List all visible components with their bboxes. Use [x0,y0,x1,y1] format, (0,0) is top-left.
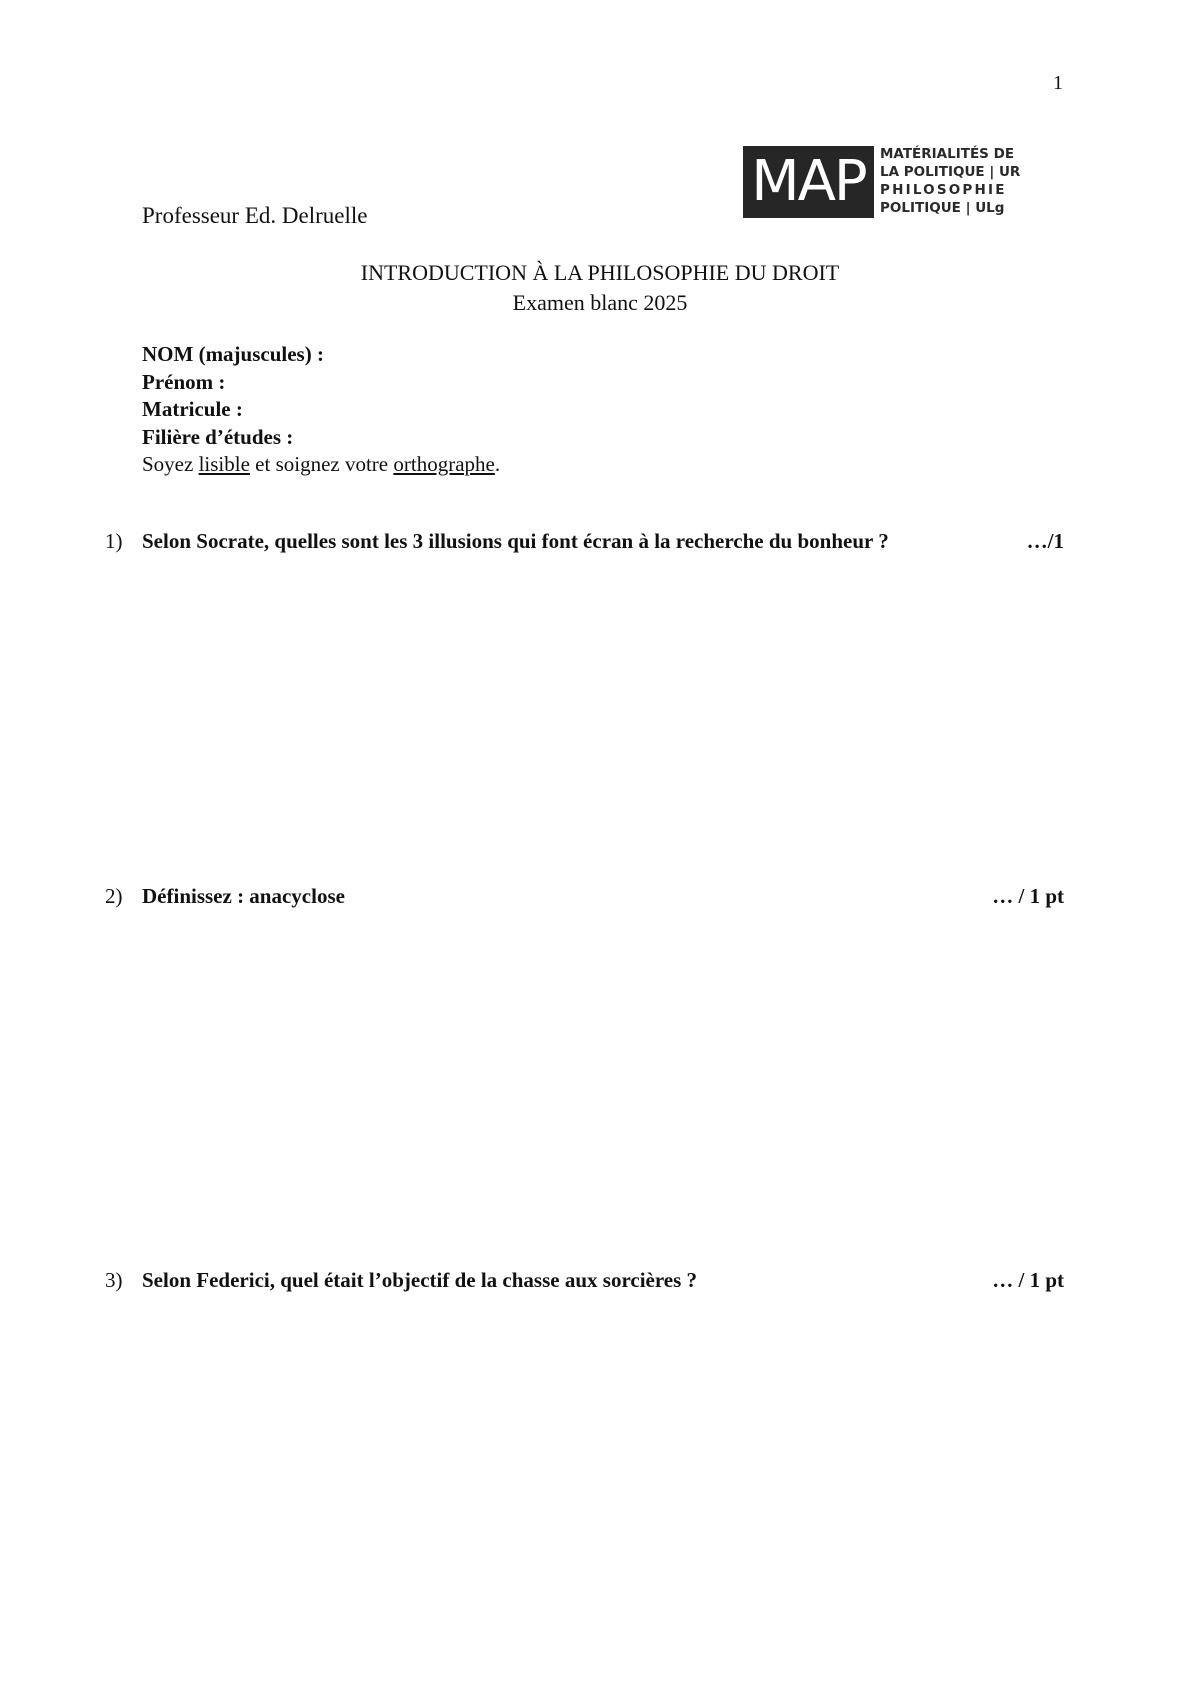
professor-name: Professeur Ed. Delruelle [142,203,368,228]
question-2 [105,884,1064,909]
question-text: Selon Socrate, quelles sont les 3 illusions qui font écran à la recherche du bonheur ? [142,529,889,553]
logo-line-1: MATÉRIALITÉS DE [880,146,1015,162]
course-title: INTRODUCTION À LA PHILOSOPHIE DU DROIT [360,260,840,285]
question-3 [105,1268,1064,1293]
question-points: … / 1 pt [992,1268,1064,1292]
question-points: …/1 [1026,529,1064,553]
instruction-text-3: . [494,452,501,476]
instruction-underlined-spelling: orthographe [393,452,495,476]
question-points: … / 1 pt [992,884,1064,908]
logo-line-4: POLITIQUE | ULg [880,200,1005,217]
writing-instruction [142,451,500,479]
question-number: 3) [105,1268,123,1292]
name-field-label: NOM (majuscules) : [142,342,324,366]
first-name-field-label: Prénom : [142,369,226,394]
program-field-label: Filière d’études : [142,424,294,449]
exam-header [0,258,1200,318]
matricule-field-label: Matricule : [142,397,243,421]
logo-mark-block [743,146,874,218]
question-text: Selon Federici, quel était l’objectif de la chasse aux sorcières ? [142,1268,698,1292]
student-info-fields [142,341,500,479]
logo-line-2: LA POLITIQUE | UR [880,164,1021,181]
exam-title: Examen blanc 2025 [512,290,688,315]
logo-mark: MAP [751,149,866,214]
logo-line-3: PHILOSOPHIE [880,182,1007,199]
map-logo [743,146,1020,218]
instruction-text-1: Soyez [142,452,199,476]
question-1 [105,529,1064,554]
question-number: 1) [105,529,123,553]
page-number: 1 [1053,72,1063,94]
logo-text [880,146,1020,218]
question-number: 2) [105,884,123,908]
question-text: Définissez : anacyclose [142,884,345,908]
instruction-underlined-legible: lisible [198,452,250,476]
instruction-text-2: et soignez votre [249,452,394,476]
